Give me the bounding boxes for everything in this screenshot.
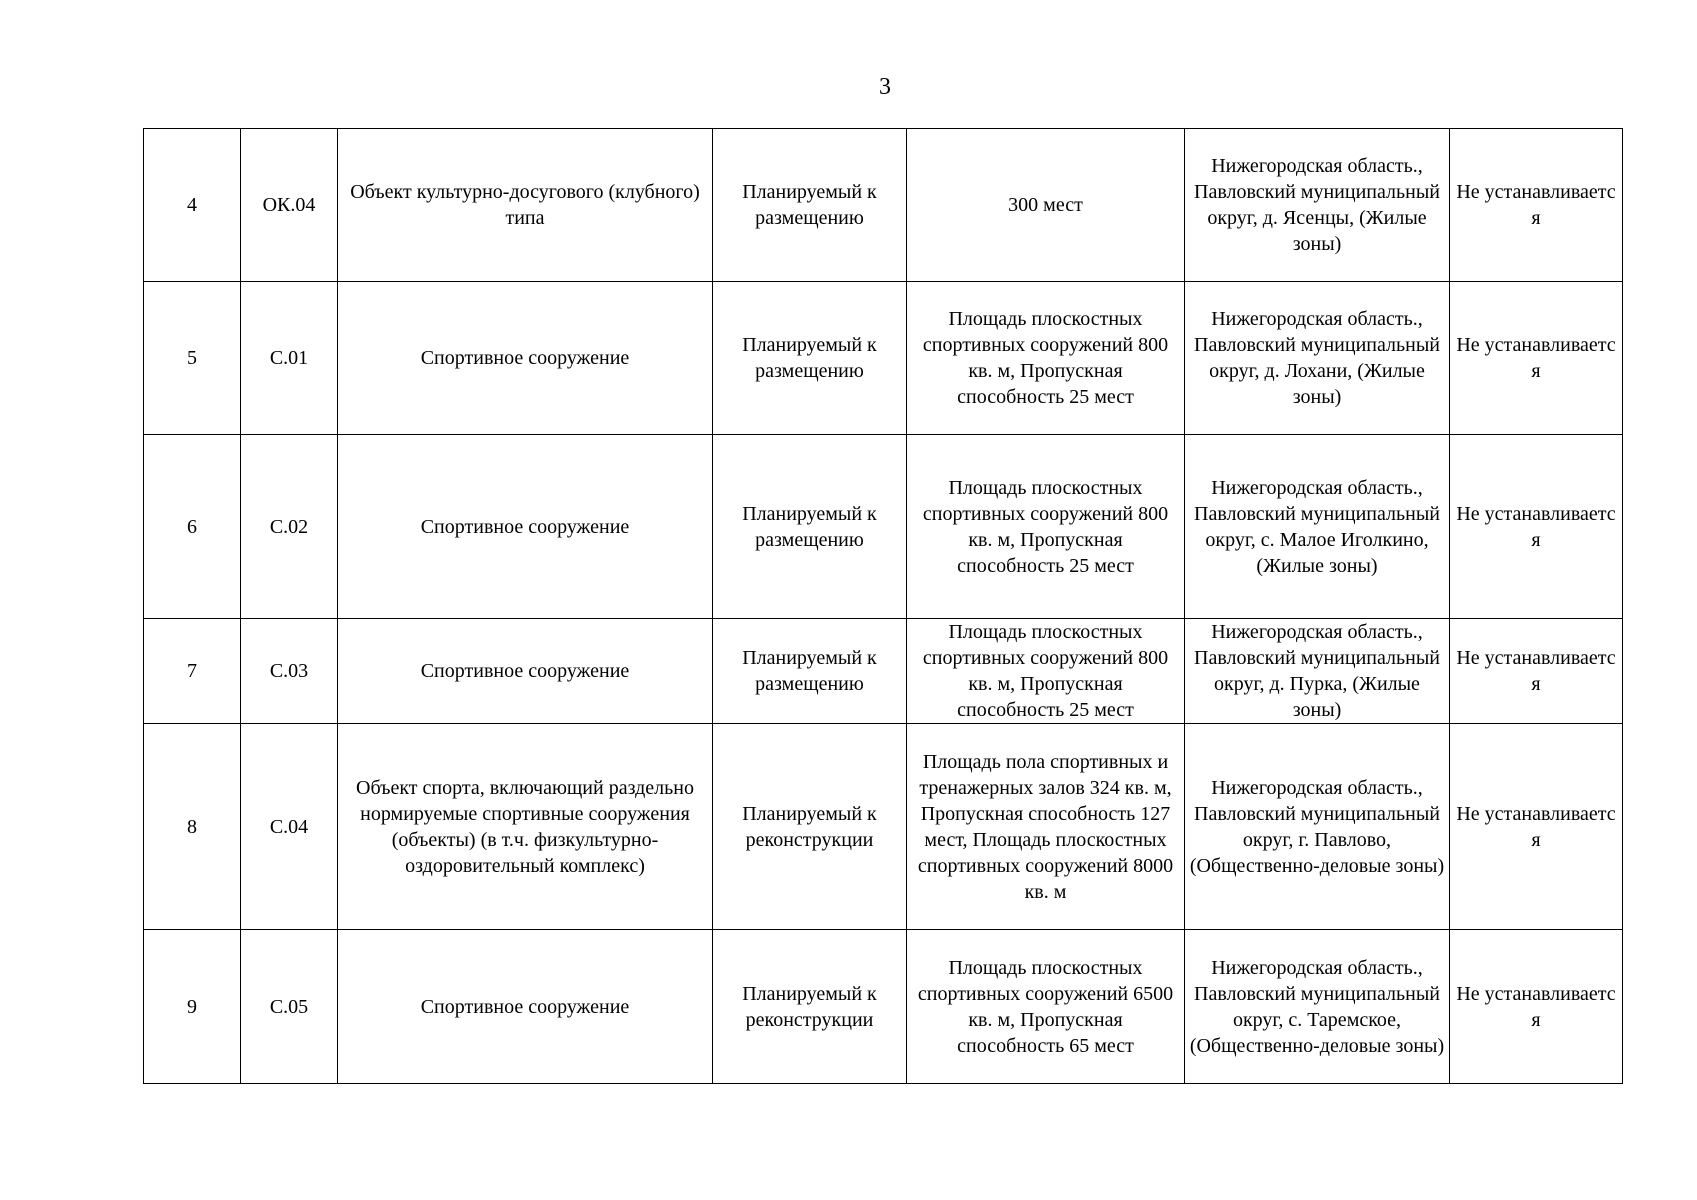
object-code: С.01 xyxy=(241,282,338,435)
object-address: Нижегородская область., Павловский муниципальный округ, д. Ясенцы, (Жилые зоны) xyxy=(1185,129,1450,282)
table-row xyxy=(144,930,1623,1084)
table-row xyxy=(144,724,1623,930)
row-number: 8 xyxy=(144,724,241,930)
object-zone: Не устанавливаетс я xyxy=(1450,930,1623,1084)
table-row xyxy=(144,129,1623,282)
object-code: С.02 xyxy=(241,435,338,619)
object-status: Планируемый к реконструкции xyxy=(713,724,907,930)
row-number: 5 xyxy=(144,282,241,435)
object-capacity: Площадь плоскостных спортивных сооружений 6500 кв. м, Пропускная способность 65 мест xyxy=(907,930,1185,1084)
object-code: С.03 xyxy=(241,619,338,724)
object-status: Планируемый к реконструкции xyxy=(713,930,907,1084)
object-address: Нижегородская область., Павловский муниципальный округ, г. Павлово, (Общественно-деловые зоны) xyxy=(1185,724,1450,930)
object-address: Нижегородская область., Павловский муниципальный округ, с. Таремское, (Общественно-деловые зоны) xyxy=(1185,930,1450,1084)
object-name: Спортивное сооружение xyxy=(338,619,713,724)
row-number: 6 xyxy=(144,435,241,619)
object-name: Спортивное сооружение xyxy=(338,282,713,435)
object-zone: Не устанавливаетс я xyxy=(1450,435,1623,619)
object-code: ОК.04 xyxy=(241,129,338,282)
row-number: 7 xyxy=(144,619,241,724)
object-name: Объект культурно-досугового (клубного) типа xyxy=(338,129,713,282)
object-code: С.05 xyxy=(241,930,338,1084)
object-address: Нижегородская область., Павловский муниципальный округ, с. Малое Иголкино, (Жилые зоны) xyxy=(1185,435,1450,619)
table-row xyxy=(144,619,1623,724)
table-row xyxy=(144,282,1623,435)
object-zone: Не устанавливаетс я xyxy=(1450,282,1623,435)
object-name: Объект спорта, включающий раздельно нормируемые спортивные сооружения (объекты) (в т.ч. физкультурно-оздоровительный комплекс) xyxy=(338,724,713,930)
object-zone: Не устанавливаетс я xyxy=(1450,129,1623,282)
object-address: Нижегородская область., Павловский муниципальный округ, д. Лохани, (Жилые зоны) xyxy=(1185,282,1450,435)
row-number: 9 xyxy=(144,930,241,1084)
object-zone: Не устанавливаетс я xyxy=(1450,724,1623,930)
page-number: 3 xyxy=(879,74,891,100)
object-capacity: Площадь пола спортивных и тренажерных залов 324 кв. м, Пропускная способность 127 мест, Площадь плоскостных спортивных сооружений 8000 кв. м xyxy=(907,724,1185,930)
object-name: Спортивное сооружение xyxy=(338,435,713,619)
object-status: Планируемый к размещению xyxy=(713,435,907,619)
object-address: Нижегородская область., Павловский муниципальный округ, д. Пурка, (Жилые зоны) xyxy=(1185,619,1450,724)
objects-table xyxy=(143,128,1623,1084)
object-capacity: Площадь плоскостных спортивных сооружений 800 кв. м, Пропускная способность 25 мест xyxy=(907,435,1185,619)
object-capacity: Площадь плоскостных спортивных сооружений 800 кв. м, Пропускная способность 25 мест xyxy=(907,282,1185,435)
row-number: 4 xyxy=(144,129,241,282)
object-capacity: 300 мест xyxy=(907,129,1185,282)
object-zone: Не устанавливаетс я xyxy=(1450,619,1623,724)
object-capacity: Площадь плоскостных спортивных сооружений 800 кв. м, Пропускная способность 25 мест xyxy=(907,619,1185,724)
object-status: Планируемый к размещению xyxy=(713,282,907,435)
object-code: С.04 xyxy=(241,724,338,930)
table-row xyxy=(144,435,1623,619)
object-status: Планируемый к размещению xyxy=(713,129,907,282)
object-status: Планируемый к размещению xyxy=(713,619,907,724)
object-name: Спортивное сооружение xyxy=(338,930,713,1084)
